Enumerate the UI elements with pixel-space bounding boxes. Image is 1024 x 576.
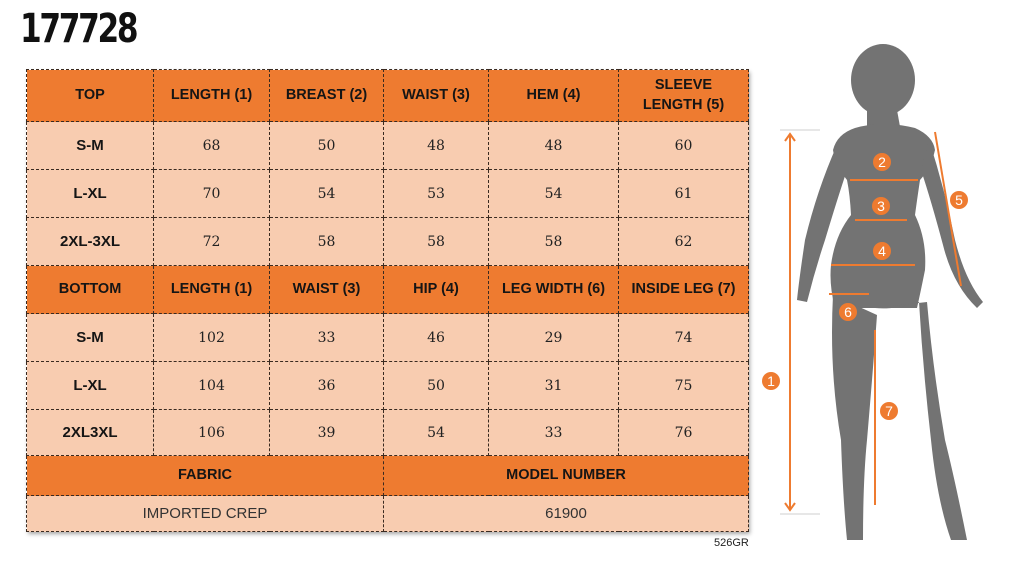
header-cell: BREAST (2): [270, 70, 384, 122]
svg-text:2: 2: [878, 154, 886, 170]
table-row: [27, 362, 749, 410]
fabric-value: IMPORTED CREP: [27, 496, 384, 532]
marker-5: [950, 191, 968, 209]
marker-3: [872, 197, 890, 215]
table-cell: 75: [619, 362, 749, 410]
table-cell: 53: [384, 170, 489, 218]
header-cell: BOTTOM: [27, 266, 154, 314]
guide-lines: [780, 130, 820, 514]
footer-header-row: [27, 456, 749, 496]
footer-value-row: [27, 496, 749, 532]
bottom-header-row: [27, 266, 749, 314]
header-cell: TOP: [27, 70, 154, 122]
table-row: [27, 170, 749, 218]
table-cell: 54: [384, 410, 489, 456]
table-cell: 58: [489, 218, 619, 266]
marker-7: [880, 402, 898, 420]
size-label: 2XL-3XL: [27, 218, 154, 266]
table-cell: 104: [154, 362, 270, 410]
table-cell: 58: [384, 218, 489, 266]
model-number-value: 61900: [384, 496, 749, 532]
table-cell: 46: [384, 314, 489, 362]
svg-text:4: 4: [878, 243, 886, 259]
header-cell: HIP (4): [384, 266, 489, 314]
table-cell: 61: [619, 170, 749, 218]
table-cell: 106: [154, 410, 270, 456]
table-cell: 54: [489, 170, 619, 218]
table-cell: 48: [489, 122, 619, 170]
sleeve-length-header: SLEEVE LENGTH (5): [642, 76, 725, 113]
header-cell: LEG WIDTH (6): [489, 266, 619, 314]
size-label: L-XL: [27, 362, 154, 410]
table-cell: 58: [270, 218, 384, 266]
table-cell: 70: [154, 170, 270, 218]
header-cell: WAIST (3): [384, 70, 489, 122]
table-cell: 102: [154, 314, 270, 362]
table-cell: 76: [619, 410, 749, 456]
table-cell: 29: [489, 314, 619, 362]
reference-code: 526GR: [714, 537, 749, 549]
size-label: S-M: [27, 122, 154, 170]
marker-2: [873, 153, 891, 171]
product-code: 177728: [20, 6, 137, 52]
fabric-label: FABRIC: [27, 456, 384, 496]
size-label: 2XL3XL: [27, 410, 154, 456]
table-cell: 74: [619, 314, 749, 362]
table-cell: 36: [270, 362, 384, 410]
table-cell: 62: [619, 218, 749, 266]
silhouette: [797, 44, 983, 540]
table-cell: 50: [270, 122, 384, 170]
table-cell: 50: [384, 362, 489, 410]
table-cell: 54: [270, 170, 384, 218]
marker-6: [839, 303, 857, 321]
size-label: S-M: [27, 314, 154, 362]
table-cell: 33: [489, 410, 619, 456]
top-header-row: [27, 70, 749, 122]
header-cell: LENGTH (1): [154, 266, 270, 314]
marker-1: [762, 372, 780, 390]
size-chart: [26, 69, 748, 531]
size-label: L-XL: [27, 170, 154, 218]
header-cell: LENGTH (1): [154, 70, 270, 122]
table-row: [27, 314, 749, 362]
table-row: [27, 410, 749, 456]
svg-text:7: 7: [885, 403, 893, 419]
table-cell: 39: [270, 410, 384, 456]
svg-text:5: 5: [955, 192, 963, 208]
table-cell: 33: [270, 314, 384, 362]
table-cell: 31: [489, 362, 619, 410]
table-cell: 68: [154, 122, 270, 170]
table-cell: 60: [619, 122, 749, 170]
header-cell: INSIDE LEG (7): [619, 266, 749, 314]
table-cell: 72: [154, 218, 270, 266]
table-row: [27, 122, 749, 170]
header-cell: WAIST (3): [270, 266, 384, 314]
model-number-label: MODEL NUMBER: [384, 456, 749, 496]
table-cell: 48: [384, 122, 489, 170]
measurement-figure: [755, 40, 1015, 570]
svg-text:1: 1: [767, 373, 775, 389]
svg-text:3: 3: [877, 198, 885, 214]
marker-4: [873, 242, 891, 260]
header-cell: [619, 70, 749, 122]
header-cell: HEM (4): [489, 70, 619, 122]
svg-text:6: 6: [844, 304, 852, 320]
table-row: [27, 218, 749, 266]
